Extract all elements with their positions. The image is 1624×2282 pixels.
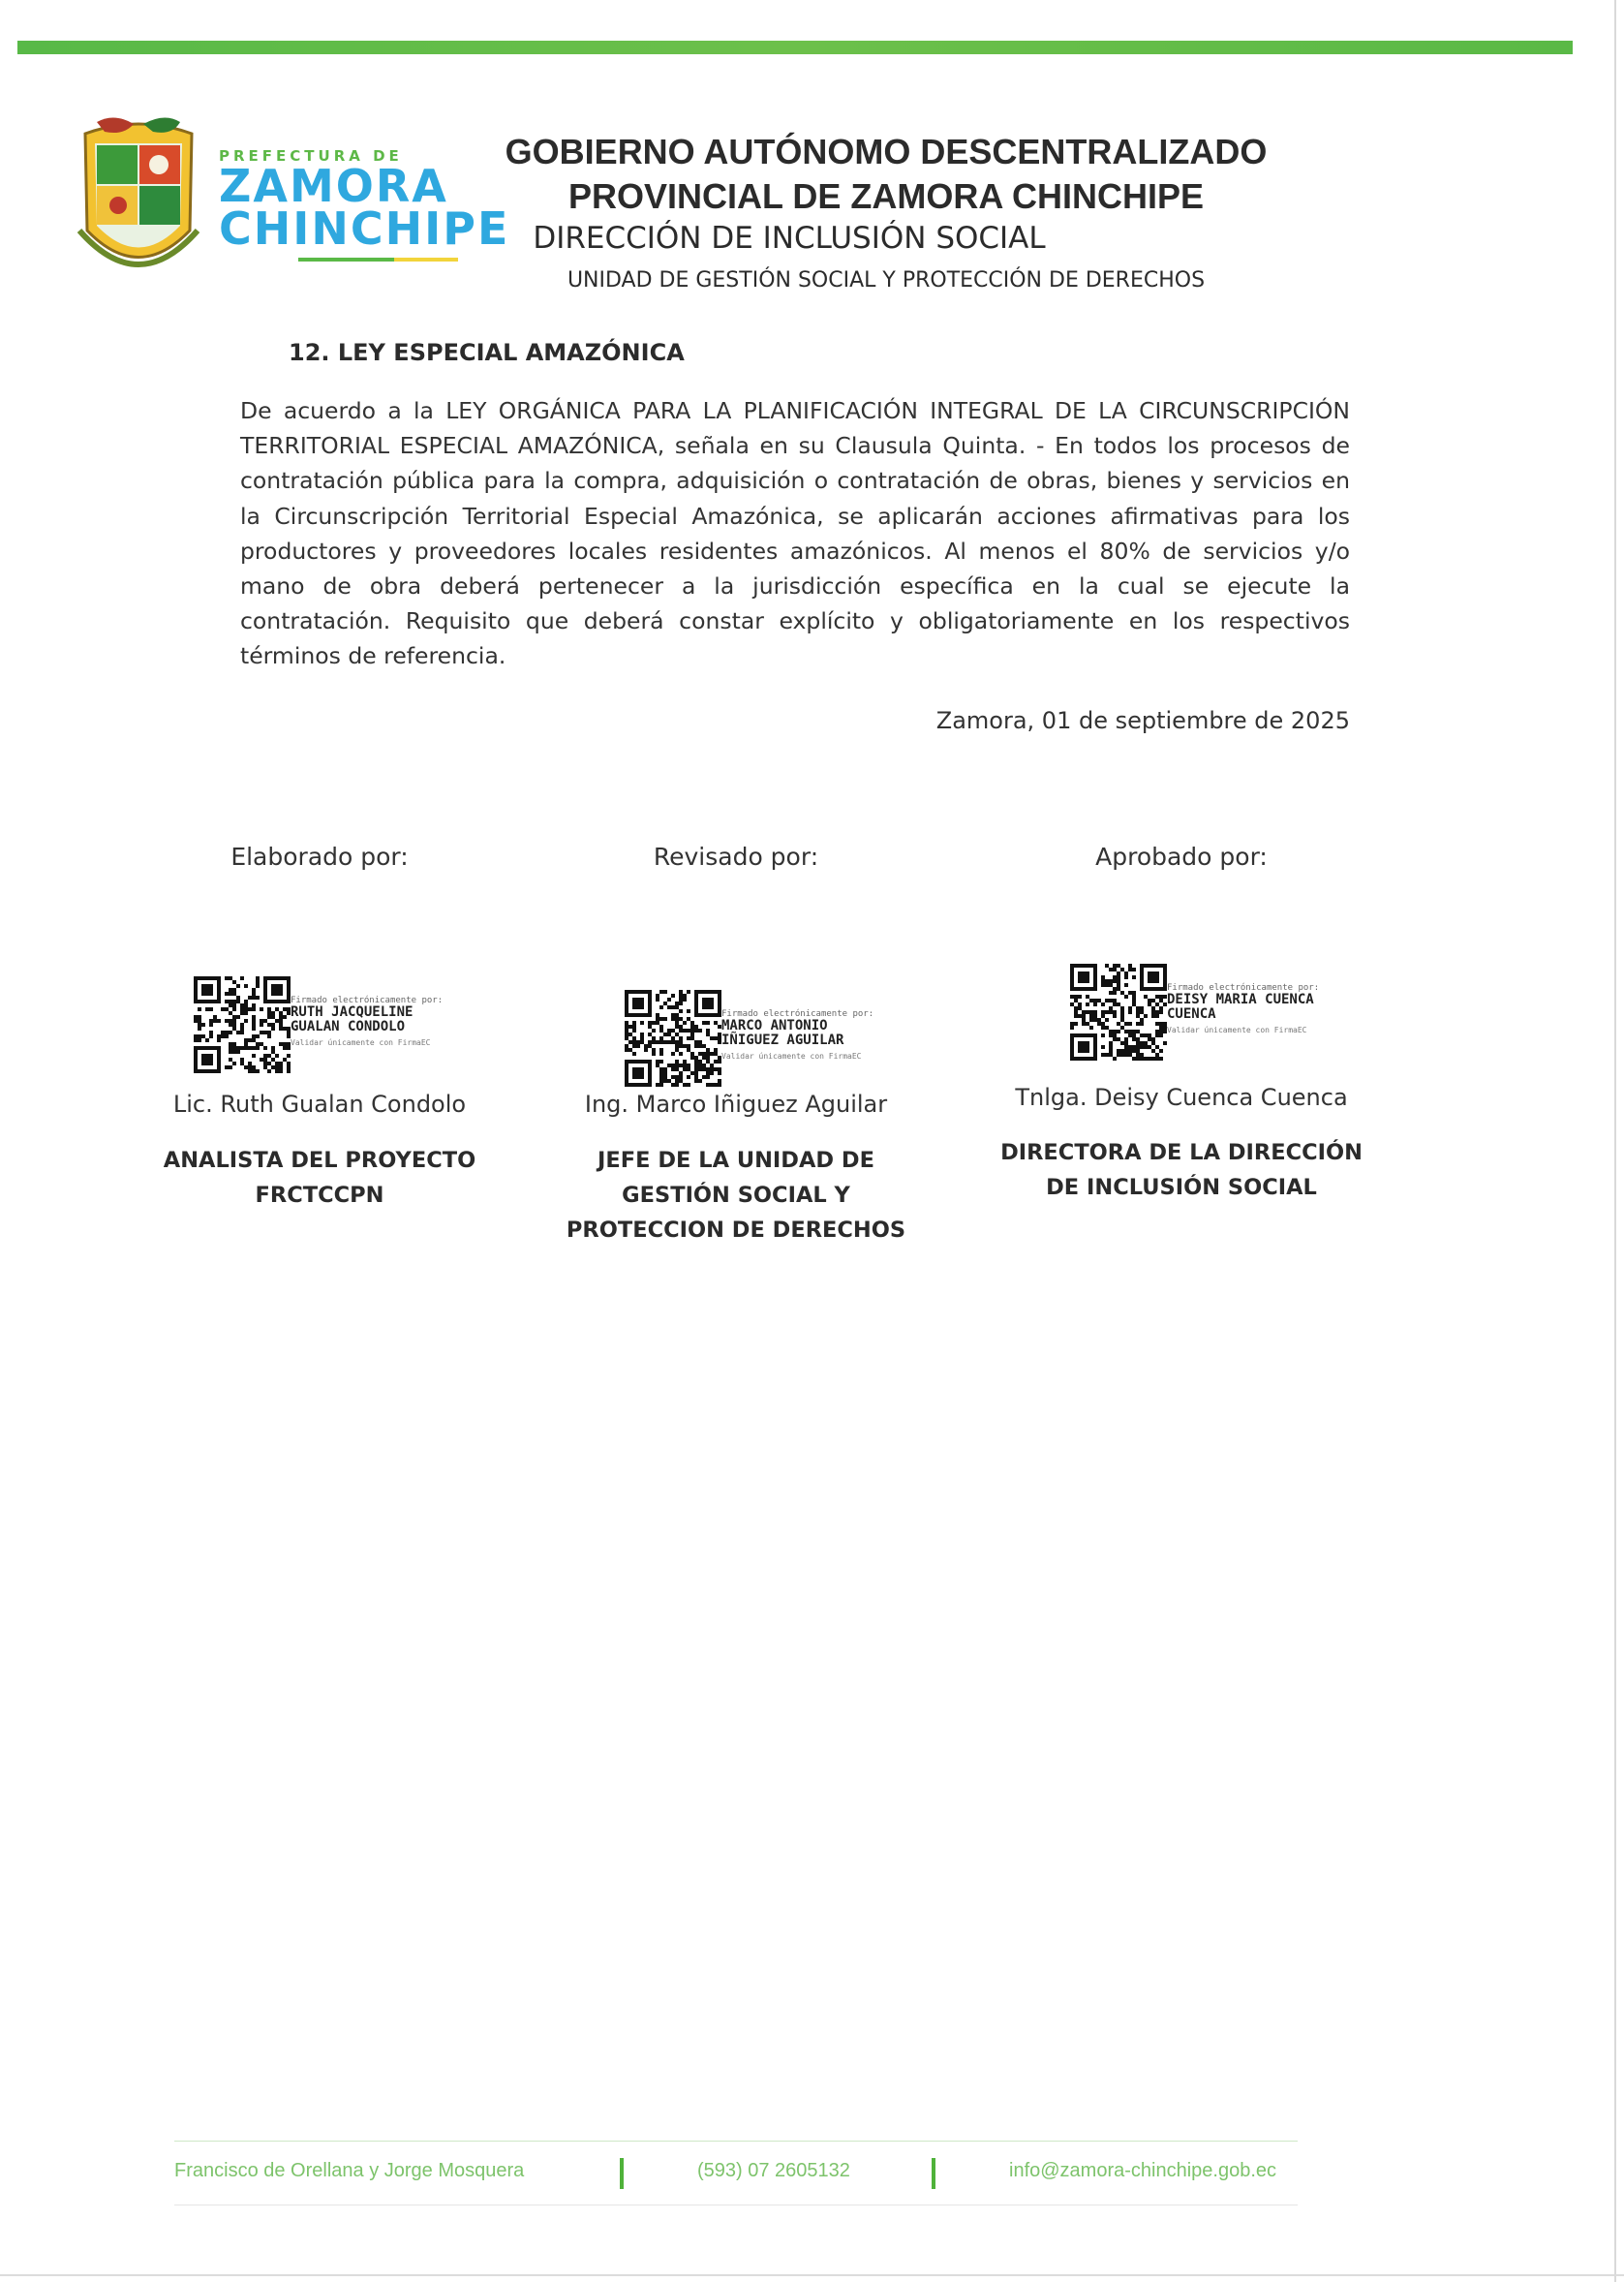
signature-header: Firmado electrónicamente por: bbox=[721, 1009, 874, 1019]
signature-label-revisado bbox=[513, 843, 959, 871]
qr-code-icon bbox=[625, 990, 721, 1087]
signature-name-1: RUTH JACQUELINE bbox=[291, 1004, 414, 1020]
logo-zamora: ZAMORA bbox=[219, 160, 448, 212]
role-line: DIRECTORA DE LA DIRECCIÓN bbox=[1000, 1140, 1363, 1165]
logo-chinchipe: CHINCHIPE bbox=[219, 202, 510, 255]
header-line-4: UNIDAD DE GESTIÓN SOCIAL Y PROTECCIÓN DE DERECHOS bbox=[567, 268, 1206, 293]
role-line: FRCTCCPN bbox=[255, 1183, 384, 1208]
signer-role-analista bbox=[97, 1143, 542, 1213]
footer-phone: (593) 07 2605132 bbox=[697, 2160, 850, 2181]
scan-edge-right bbox=[1614, 0, 1616, 2282]
signature-label-elaborado bbox=[97, 843, 542, 871]
section-title: 12. LEY ESPECIAL AMAZÓNICA bbox=[289, 339, 685, 366]
footer-divider-top bbox=[174, 2141, 1298, 2142]
signature-name-2: IÑIGUEZ AGUILAR bbox=[721, 1033, 844, 1048]
signature-label-aprobado bbox=[959, 843, 1404, 871]
role-line: PROTECCION DE DERECHOS bbox=[566, 1218, 906, 1243]
signer-name-ruth: Lic. Ruth Gualan Condolo bbox=[172, 1091, 467, 1118]
role-line: GESTIÓN SOCIAL Y bbox=[622, 1183, 850, 1208]
signature-footer: Validar únicamente con FirmaEC bbox=[1167, 1026, 1307, 1034]
col-label: Aprobado por: bbox=[1095, 843, 1268, 871]
role-line: DE INCLUSIÓN SOCIAL bbox=[1046, 1175, 1317, 1200]
footer-address: Francisco de Orellana y Jorge Mosquera bbox=[174, 2160, 525, 2181]
header-line-1: GOBIERNO AUTÓNOMO DESCENTRALIZADO bbox=[505, 132, 1268, 171]
header-line-2: PROVINCIAL DE ZAMORA CHINCHIPE bbox=[567, 176, 1205, 216]
signature-name-1: DEISY MARIA CUENCA bbox=[1167, 992, 1314, 1007]
signature-name-2: GUALAN CONDOLO bbox=[291, 1019, 406, 1034]
qr-code-icon bbox=[194, 976, 291, 1073]
logo-underline bbox=[298, 258, 458, 262]
electronic-signature-stamp bbox=[194, 976, 484, 1073]
signature-name-2: CUENCA bbox=[1167, 1006, 1216, 1022]
signature-header: Firmado electrónicamente por: bbox=[1167, 983, 1320, 993]
signer-role-jefe bbox=[513, 1143, 959, 1248]
logo-prefix: PREFECTURA DE bbox=[219, 147, 403, 165]
signature-header: Firmado electrónicamente por: bbox=[291, 996, 444, 1005]
qr-code-icon bbox=[1070, 964, 1167, 1061]
date-line: Zamora, 01 de septiembre de 2025 bbox=[935, 707, 1350, 734]
section-body: De acuerdo a la LEY ORGÁNICA PARA LA PLANIFICACIÓN INTEGRAL DE LA CIRCUNSCRIPCIÓN TERRITORIAL ESPECIAL AMAZÓNICA, señala en su Clausula Quinta. - En todos los procesos de contratación pública para la compra, adquisición o contratación de obras, bienes y servicios en la Circunscripción Territorial Especial Amazónica, se aplicarán acciones afirmativas para los productores y proveedores locales residentes amazónicos. Al menos el 80% de servicios y/o mano de obra deberá pertenecer a la jurisdicción específica en la cual se ejecute la contratación. Requisito que deberá constar explícito y obligatoriamente en los respectivos términos de referencia. bbox=[240, 397, 1350, 670]
top-color-bar bbox=[17, 41, 1573, 54]
signature-name-1: MARCO ANTONIO bbox=[721, 1018, 828, 1033]
signature-text bbox=[291, 996, 484, 1047]
signer-name-deisy: Tnlga. Deisy Cuenca Cuenca bbox=[1015, 1084, 1348, 1111]
signature-footer: Validar únicamente con FirmaEC bbox=[291, 1038, 431, 1047]
footer-separator bbox=[932, 2158, 935, 2189]
signer-name-marco: Ing. Marco Iñiguez Aguilar bbox=[584, 1091, 888, 1118]
signer-role-directora bbox=[959, 1135, 1404, 1205]
header-line-3: DIRECCIÓN DE INCLUSIÓN SOCIAL bbox=[533, 221, 1046, 256]
signature-text bbox=[721, 1009, 915, 1061]
footer bbox=[174, 2158, 1317, 2197]
scan-edge-bottom bbox=[0, 2274, 1624, 2276]
role-line: JEFE DE LA UNIDAD DE bbox=[598, 1148, 874, 1173]
electronic-signature-stamp bbox=[1070, 964, 1361, 1061]
col-label: Revisado por: bbox=[653, 843, 819, 871]
footer-email-link[interactable]: info@zamora-chinchipe.gob.ec bbox=[1009, 2160, 1277, 2181]
electronic-signature-stamp bbox=[625, 990, 915, 1087]
role-line: ANALISTA DEL PROYECTO bbox=[163, 1148, 476, 1173]
footer-separator bbox=[620, 2158, 624, 2189]
coat-of-arms-icon bbox=[76, 114, 201, 289]
col-label: Elaborado por: bbox=[230, 843, 409, 871]
signature-text bbox=[1167, 983, 1361, 1034]
signature-footer: Validar únicamente con FirmaEC bbox=[721, 1052, 862, 1061]
